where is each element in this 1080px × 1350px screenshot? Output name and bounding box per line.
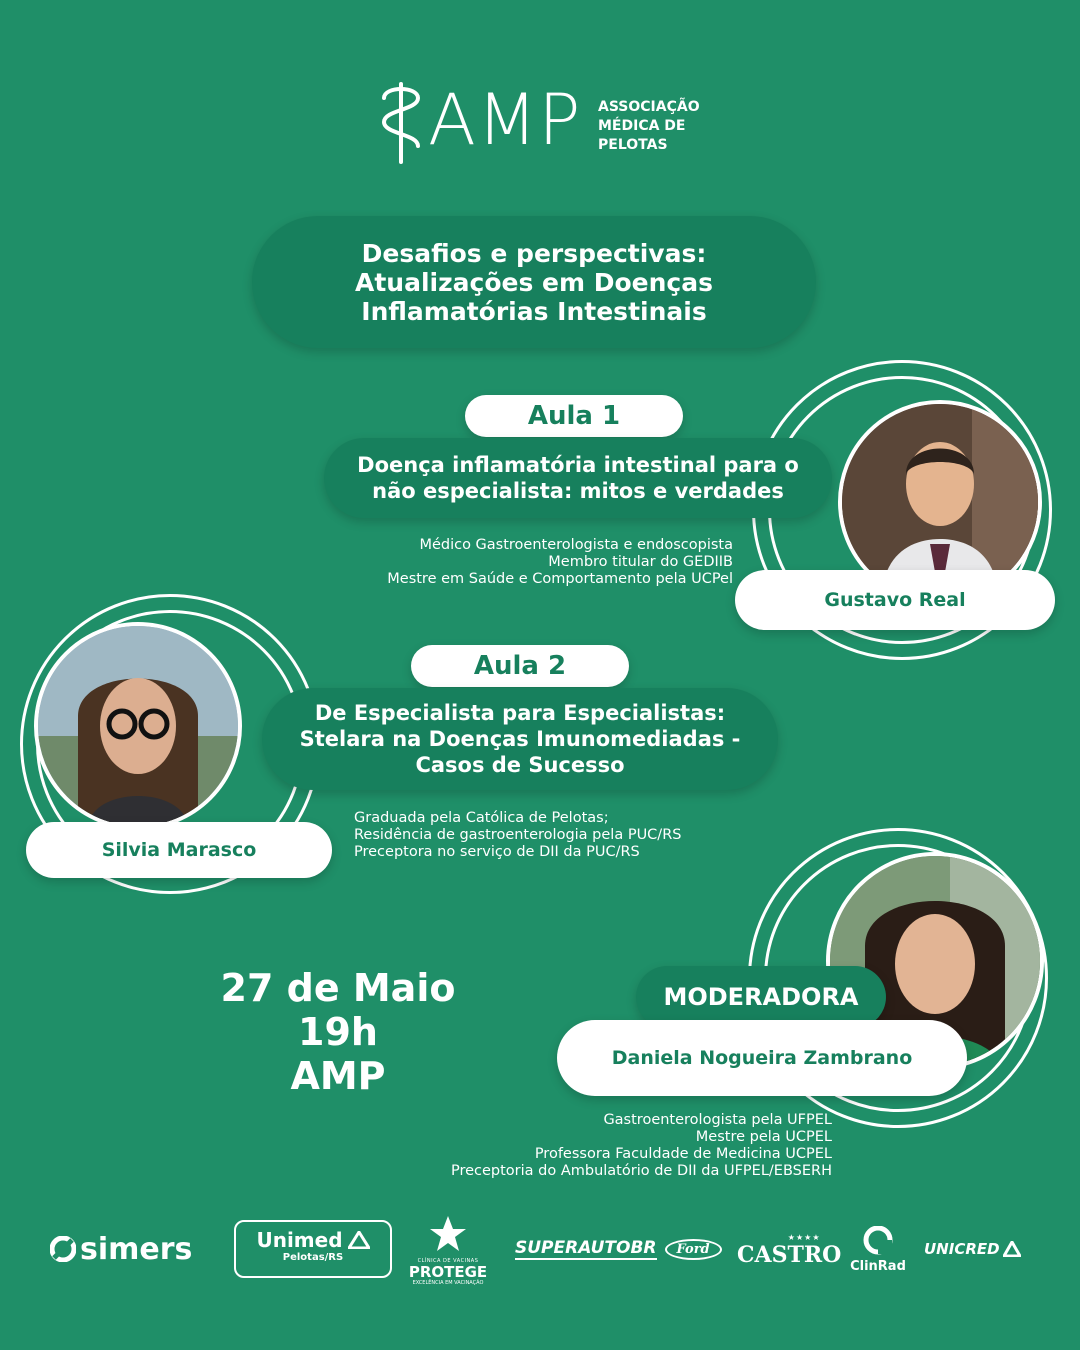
speaker1-name: Gustavo Real [735, 570, 1055, 630]
moderator-bio-line-1: Gastroenterologista pela UFPEL [603, 1112, 832, 1128]
moderator-name: Daniela Nogueira Zambrano [557, 1020, 967, 1096]
protege-text: PROTEGE [408, 1263, 488, 1281]
unimed-text: Unimed [256, 1228, 343, 1252]
aula2-label: Aula 2 [411, 645, 629, 687]
sponsor-superautobr [515, 1238, 722, 1260]
speaker1-bio [387, 537, 733, 588]
main-title-line-2: Atualizações em Doenças [354, 267, 714, 297]
org-line-2: MÉDICA DE [598, 118, 686, 134]
sponsor-simers [50, 1228, 192, 1270]
moderator-bio-line-4: Preceptoria do Ambulatório de DII da UFPEL/EBSERH [450, 1163, 832, 1179]
amp-logo-text: AMP [428, 79, 582, 161]
event-time: 19h [298, 1010, 378, 1054]
speaker1-bio-line-3: Mestre em Saúde e Comportamento pela UCPel [387, 571, 733, 587]
protege-top-text: CLÍNICA DE VACINAS [417, 1258, 479, 1264]
aula1-label: Aula 1 [465, 395, 683, 437]
moderator-bio-line-2: Mestre pela UCPEL [695, 1129, 832, 1145]
clinrad-text: ClinRad [850, 1259, 906, 1274]
protege-star-icon [428, 1214, 468, 1254]
main-title-pill [252, 216, 816, 348]
event-place: AMP [290, 1054, 386, 1098]
unimed-tree-icon [348, 1231, 370, 1249]
aula1-title-line-2: não especialista: mitos e verdades [372, 479, 784, 503]
moderator-bio [451, 1112, 832, 1180]
sponsor-protege [408, 1214, 488, 1288]
aula1-title-pill [324, 438, 832, 518]
unicred-icon [1003, 1241, 1021, 1257]
speaker2-photo [34, 622, 242, 830]
aula1-title-line-1: Doença inflamatória intestinal para o [357, 453, 799, 477]
speaker2-name: Silvia Marasco [26, 822, 332, 878]
main-title-line-1: Desafios e perspectivas: [361, 238, 707, 268]
org-line-3: PELOTAS [598, 137, 668, 153]
event-date: 27 de Maio [220, 966, 456, 1010]
sponsor-unicred [924, 1240, 1021, 1258]
org-name [598, 98, 700, 155]
main-title-line-3: Inflamatórias Intestinais [361, 296, 707, 326]
speaker2-bio [354, 810, 681, 861]
unicred-text: UNICRED [924, 1240, 1000, 1258]
simers-text: simers [80, 1231, 193, 1267]
aula2-title-pill [262, 688, 778, 790]
sponsor-unimed [234, 1220, 392, 1278]
speaker2-portrait-icon [38, 626, 238, 826]
protege-subtext: EXCELÊNCIA EM VACINAÇÃO [412, 1280, 484, 1286]
sponsor-clinrad [848, 1226, 908, 1274]
speaker1-bio-line-2: Membro titular do GEDIIB [548, 554, 733, 570]
aula2-title-line-2: Stelara na Doenças Imunomediadas - [299, 727, 741, 751]
castro-text: CASTRO [737, 1242, 842, 1268]
caduceus-icon [376, 80, 426, 166]
simers-icon [50, 1236, 76, 1262]
speaker2-bio-line-1: Graduada pela Católica de Pelotas; [354, 810, 609, 826]
aula2-title-line-1: De Especialista para Especialistas: [314, 701, 726, 725]
speaker2-bio-line-2: Residência de gastroenterologia pela PUC/RS [354, 827, 682, 843]
unimed-subtext: Pelotas/RS [282, 1252, 344, 1263]
speaker2-bio-line-3: Preceptora no serviço de DII da PUC/RS [354, 844, 640, 860]
superautobr-text: SUPERAUTOBR [515, 1238, 657, 1258]
org-line-1: ASSOCIAÇÃO [598, 99, 700, 115]
clinrad-icon [862, 1226, 894, 1256]
aula2-title-line-3: Casos de Sucesso [415, 753, 625, 777]
speaker1-bio-line-1: Médico Gastroenterologista e endoscopista [419, 537, 733, 553]
moderator-label: MODERADORA [636, 966, 886, 1028]
ford-logo: Ford [665, 1239, 722, 1260]
sponsor-castro [737, 1234, 841, 1268]
amp-logo [376, 80, 706, 170]
castro-stars-icon: ★★★★ [787, 1233, 821, 1242]
moderator-bio-line-3: Professora Faculdade de Medicina UCPEL [534, 1146, 832, 1162]
